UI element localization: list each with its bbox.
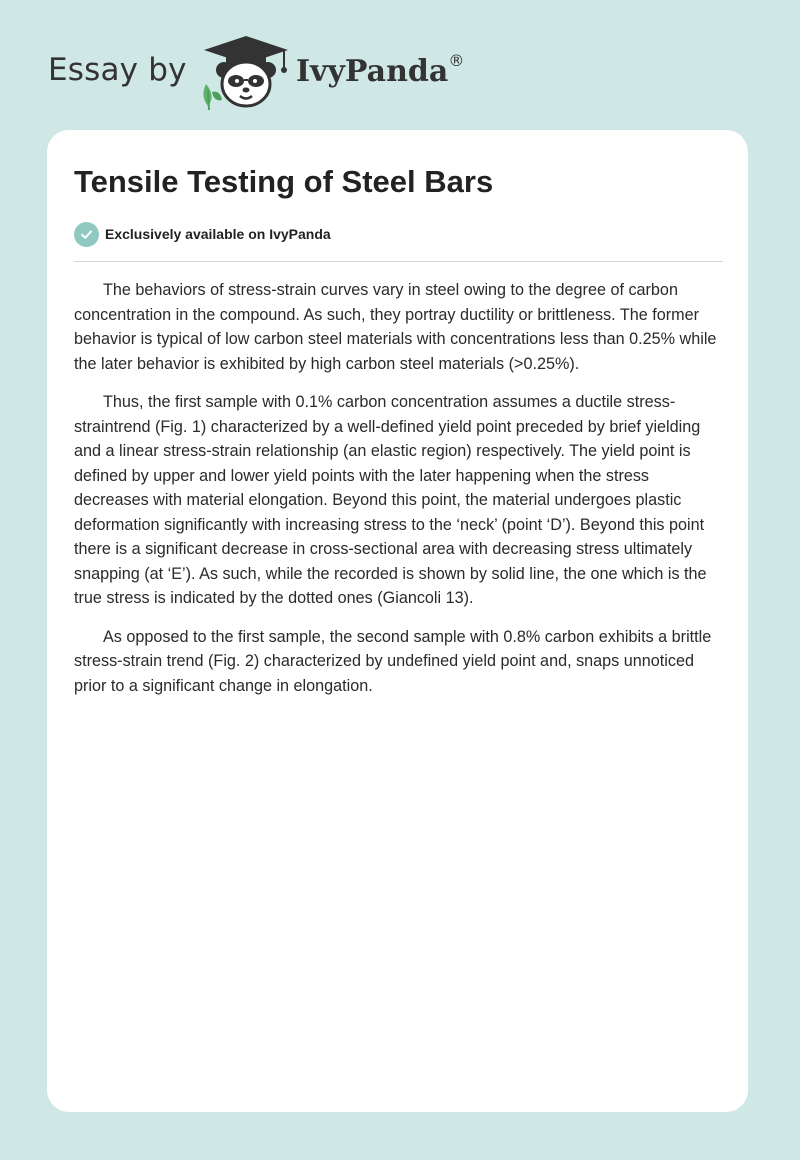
page-title: Tensile Testing of Steel Bars (74, 164, 494, 199)
exclusive-label: Exclusively available on IvyPanda (105, 226, 331, 242)
check-icon (74, 222, 99, 247)
panda-graduate-icon (200, 34, 292, 110)
essay-by-label: Essay by (48, 52, 187, 88)
paragraph: Thus, the first sample with 0.1% carbon concentration assumes a ductile stress-straintrend (Fig. 1) characterized by a well-defined yield point preceded by brief yielding and a linear stress-strain relationship (an elastic region) respectively. The yield point is defined by upper and lower yield points with the later happening when the stress decreases with material elongation. Beyond this point, the material undergoes plastic deformation significantly with increasing stress to the ‘neck’ (point ‘D’). Beyond this point there is a significant decrease in cross-sectional area with decreasing stress ultimately snapping (at ‘E’). As such, while the recorded is shown by solid line, the one which is the true stress is indicated by the dotted ones (Giancoli 13). (74, 393, 707, 607)
article-body (74, 278, 726, 712)
essay-card (47, 130, 748, 1112)
registered-mark: ® (448, 51, 465, 70)
divider (74, 261, 723, 262)
brand-name[interactable]: IvyPanda® (296, 51, 465, 89)
paragraph: The behaviors of stress-strain curves vary in steel owing to the degree of carbon concentration in the compound. As such, they portray ductility or brittleness. The former behavior is typical of low carbon steel materials with concentrations less than 0.25% while the later behavior is exhibited by high carbon steel materials (>0.25%). (74, 281, 717, 373)
site-header (48, 34, 468, 110)
exclusive-badge (74, 221, 331, 247)
paragraph: As opposed to the first sample, the second sample with 0.8% carbon exhibits a brittle stress-strain trend (Fig. 2) characterized by undefined yield point and, snaps unnoticed prior to a significant change in elongation. (74, 627, 712, 695)
